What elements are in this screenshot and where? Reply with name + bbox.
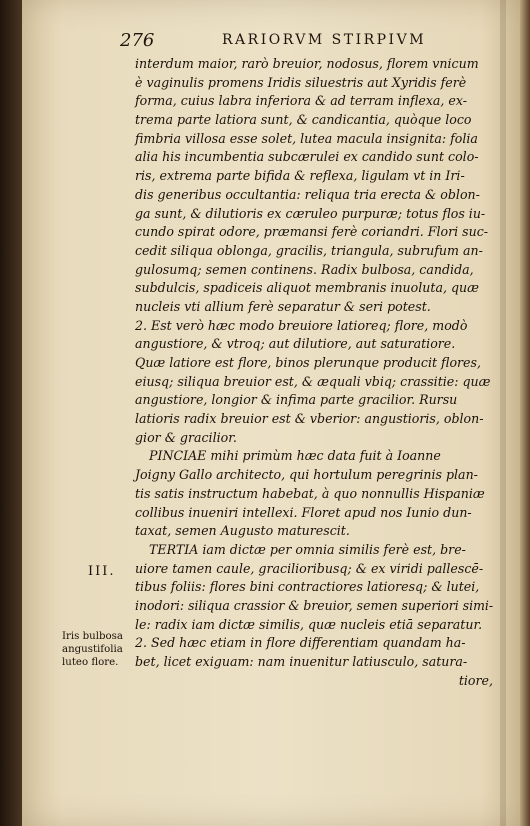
text-line: forma, cuius labra inferiora & ad terram inflexa, ex- [135, 93, 468, 109]
page-header [120, 30, 480, 52]
text-line: 2. Est verò hæc modo breuiore latioreq; flore, modò [135, 317, 468, 333]
text-line: cedit siliqua oblonga, gracilis, triangula, subrufum an- [135, 242, 483, 258]
text-line: alia his incumbentia subcærulei ex candido sunt colo- [135, 149, 479, 165]
text-line: inodori: siliqua crassior & breuior, semen superiori simi- [135, 597, 494, 613]
text-line: le: radix iam dictæ similis, quæ nucleis etiā separatur. [135, 616, 483, 632]
text-line: tiore, [458, 672, 493, 688]
text-line: è vaginulis promens Iridis siluestris aut Xyridis ferè [135, 74, 467, 90]
page-number: 276 [120, 30, 155, 51]
text-line: subdulcis, spadiceis aliquot membranis inuoluta, quæ [135, 280, 479, 296]
text-line: tibus foliis: flores bini contractiores latioresq; & lutei, [135, 579, 480, 595]
text-line: tis satis instructum habebat, à quo nonnullis Hispaniæ [135, 485, 485, 501]
text-line: cundo spirat odore, præmansi ferè coriandri. Flori suc- [135, 224, 489, 240]
margin-section-number: III. [88, 564, 116, 579]
body-text [135, 55, 493, 690]
text-line: nucleis vti allium ferè separatur & seri potest. [135, 298, 431, 314]
text-line: angustiore, longior & infima parte gracilior. Rursu [135, 392, 458, 408]
text-line: gior & gracilior. [135, 429, 237, 445]
text-line: Joigny Gallo architecto, qui hortulum peregrinis plan- [135, 467, 478, 483]
text-line: uiore tamen caule, gracilioribusq; & ex viridi pallescē- [135, 560, 484, 576]
text-line: eiusq; siliqua breuior est, & æquali vbiq; crassitie: quæ [135, 373, 491, 389]
text-line: taxat, semen Augusto maturescit. [135, 523, 350, 539]
page-edge-shadow [500, 0, 506, 826]
text-line: latioris radix breuior est & vberior: angustioris, oblon- [135, 411, 484, 427]
text-line: fimbria villosa esse solet, lutea macula insignita: folia [135, 130, 478, 146]
text-line: PINCIAE mihi primùm hæc data fuit à Ioanne [149, 448, 441, 464]
text-line: bet, licet exiguam: nam inuenitur latiusculo, satura- [135, 654, 468, 669]
running-head: RARIORVM STIRPIVM [222, 32, 427, 48]
side-note-line: angustifolia [62, 644, 123, 655]
text-line: angustiore, & vtroq; aut dilutiore, aut saturatiore. [135, 336, 456, 352]
text-line: dis generibus occultantia: reliqua tria erecta & oblon- [135, 186, 480, 202]
book-gutter [0, 0, 22, 826]
side-note-line: Iris bulbosa [62, 631, 123, 642]
side-note-line: luteo flore. [62, 657, 119, 668]
text-line: Quæ latiore est flore, binos plerunque producit flores, [135, 355, 481, 370]
text-line: trema parte latiora sunt, & candicantia, quòque loco [135, 112, 472, 128]
text-line: collibus inueniri intellexi. Floret apud nos Iunio dun- [135, 504, 472, 520]
text-line: gulosumq; semen continens. Radix bulbosa, candida, [135, 261, 474, 277]
page-fore-edge [520, 0, 530, 826]
text-line: interdum maior, rarò breuior, nodosus, florem vnicum [135, 56, 479, 71]
text-line: ris, extrema parte bifida & reflexa, ligulam vt in Iri- [135, 168, 465, 184]
text-line: 2. Sed hæc etiam in flore differentiam quandam ha- [135, 635, 466, 651]
margin-side-note [62, 630, 134, 669]
text-line: ga sunt, & dilutioris ex cæruleo purpuræ; totus flos iu- [135, 205, 486, 221]
text-line: TERTIA iam dictæ per omnia similis ferè est, bre- [149, 541, 466, 557]
